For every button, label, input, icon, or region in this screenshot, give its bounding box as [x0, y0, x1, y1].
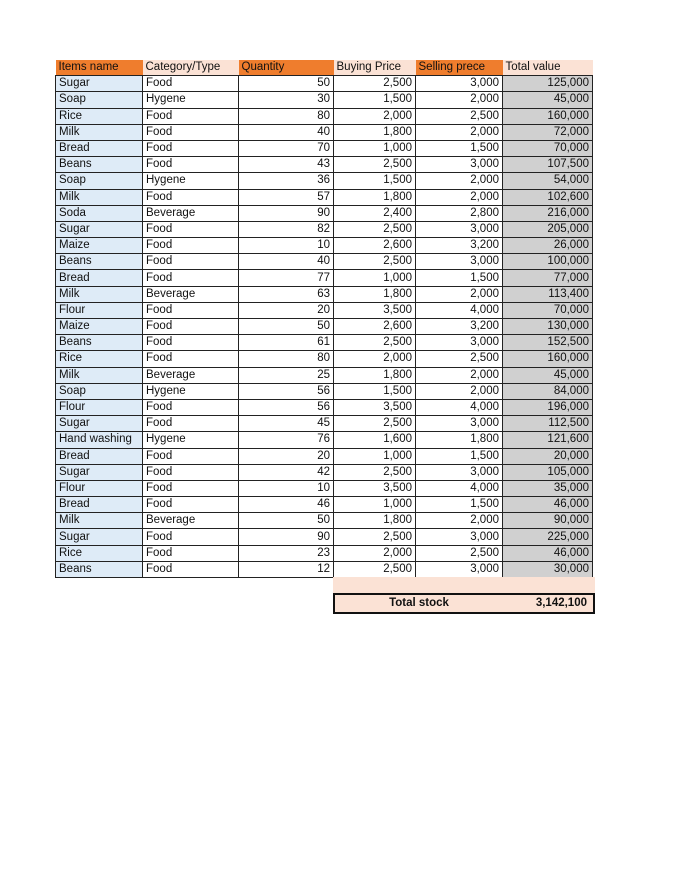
table-row: [56, 221, 593, 237]
cell-item-name[interactable]: Milk: [56, 367, 143, 383]
cell-item-name[interactable]: Sugar: [56, 416, 143, 432]
table-row: [56, 545, 593, 561]
cell-category[interactable]: Beverage: [143, 367, 239, 383]
cell-item-name[interactable]: Bread: [56, 140, 143, 156]
cell-quantity[interactable]: 25: [239, 367, 334, 383]
cell-quantity[interactable]: 90: [239, 205, 334, 221]
cell-quantity[interactable]: 40: [239, 124, 334, 140]
cell-category[interactable]: Food: [143, 480, 239, 496]
cell-buying-price[interactable]: 1,500: [334, 92, 416, 108]
table-row: [56, 205, 593, 221]
cell-category[interactable]: Hygene: [143, 383, 239, 399]
table-row: [56, 238, 593, 254]
cell-quantity[interactable]: 50: [239, 319, 334, 335]
cell-category[interactable]: Food: [143, 448, 239, 464]
cell-item-name[interactable]: Hand washing: [56, 432, 143, 448]
cell-buying-price[interactable]: 1,800: [334, 286, 416, 302]
table-row: [56, 416, 593, 432]
cell-quantity[interactable]: 82: [239, 221, 334, 237]
cell-category[interactable]: Food: [143, 319, 239, 335]
header-selling-price[interactable]: Selling prece: [416, 60, 503, 76]
cell-total-value[interactable]: 45,000: [503, 92, 593, 108]
cell-selling-price[interactable]: 2,500: [416, 108, 503, 124]
cell-total-value[interactable]: 113,400: [503, 286, 593, 302]
cell-category[interactable]: Food: [143, 416, 239, 432]
header-quantity[interactable]: Quantity: [239, 60, 334, 76]
cell-total-value[interactable]: 46,000: [503, 497, 593, 513]
cell-category[interactable]: Food: [143, 302, 239, 318]
cell-buying-price[interactable]: 2,500: [334, 529, 416, 545]
table-row: [56, 529, 593, 545]
cell-selling-price[interactable]: 1,800: [416, 432, 503, 448]
table-row: [56, 92, 593, 108]
cell-selling-price[interactable]: 3,200: [416, 238, 503, 254]
cell-category[interactable]: Beverage: [143, 513, 239, 529]
cell-total-value[interactable]: 77,000: [503, 270, 593, 286]
cell-selling-price[interactable]: 2,000: [416, 173, 503, 189]
cell-total-value[interactable]: 130,000: [503, 319, 593, 335]
cell-quantity[interactable]: 77: [239, 270, 334, 286]
cell-buying-price[interactable]: 2,500: [334, 76, 416, 92]
cell-selling-price[interactable]: 3,000: [416, 254, 503, 270]
cell-selling-price[interactable]: 2,000: [416, 92, 503, 108]
cell-buying-price[interactable]: 2,500: [334, 254, 416, 270]
table-row: [56, 497, 593, 513]
cell-total-value[interactable]: 205,000: [503, 221, 593, 237]
cell-quantity[interactable]: 20: [239, 302, 334, 318]
cell-item-name[interactable]: Beans: [56, 157, 143, 173]
cell-total-value[interactable]: 160,000: [503, 108, 593, 124]
cell-category[interactable]: Food: [143, 221, 239, 237]
cell-category[interactable]: Food: [143, 497, 239, 513]
cell-category[interactable]: Food: [143, 335, 239, 351]
cell-buying-price[interactable]: 1,800: [334, 124, 416, 140]
cell-category[interactable]: Food: [143, 270, 239, 286]
table-row: [56, 124, 593, 140]
cell-quantity[interactable]: 12: [239, 561, 334, 577]
cell-item-name[interactable]: Beans: [56, 254, 143, 270]
cell-selling-price[interactable]: 2,000: [416, 383, 503, 399]
table-row: [56, 351, 593, 367]
cell-buying-price[interactable]: 2,500: [334, 416, 416, 432]
cell-selling-price[interactable]: 3,200: [416, 319, 503, 335]
cell-selling-price[interactable]: 2,500: [416, 351, 503, 367]
cell-quantity[interactable]: 46: [239, 497, 334, 513]
cell-category[interactable]: Food: [143, 76, 239, 92]
cell-category[interactable]: Food: [143, 561, 239, 577]
cell-quantity[interactable]: 80: [239, 351, 334, 367]
cell-item-name[interactable]: Flour: [56, 399, 143, 415]
cell-buying-price[interactable]: 2,000: [334, 351, 416, 367]
table-row: [56, 319, 593, 335]
total-stock-row: [333, 593, 595, 614]
table-row: [56, 561, 593, 577]
cell-quantity[interactable]: 42: [239, 464, 334, 480]
table-row: [56, 173, 593, 189]
cell-selling-price[interactable]: 1,500: [416, 270, 503, 286]
cell-item-name[interactable]: Flour: [56, 480, 143, 496]
cell-category[interactable]: Food: [143, 140, 239, 156]
cell-buying-price[interactable]: 2,500: [334, 221, 416, 237]
cell-item-name[interactable]: Rice: [56, 351, 143, 367]
cell-buying-price[interactable]: 1,000: [334, 270, 416, 286]
cell-category[interactable]: Food: [143, 464, 239, 480]
table-row: [56, 270, 593, 286]
cell-category[interactable]: Food: [143, 124, 239, 140]
cell-category[interactable]: Hygene: [143, 92, 239, 108]
cell-selling-price[interactable]: 3,000: [416, 416, 503, 432]
table-row: [56, 302, 593, 318]
cell-item-name[interactable]: Sugar: [56, 464, 143, 480]
cell-item-name[interactable]: Flour: [56, 302, 143, 318]
cell-selling-price[interactable]: 4,000: [416, 302, 503, 318]
total-stock-box: [333, 577, 595, 614]
cell-selling-price[interactable]: 2,500: [416, 545, 503, 561]
cell-item-name[interactable]: Bread: [56, 270, 143, 286]
cell-quantity[interactable]: 40: [239, 254, 334, 270]
total-stock-value[interactable]: 3,142,100: [535, 597, 587, 609]
table-row: [56, 189, 593, 205]
total-stock-label[interactable]: Total stock: [389, 597, 449, 609]
cell-quantity[interactable]: 30: [239, 92, 334, 108]
cell-selling-price[interactable]: 2,000: [416, 513, 503, 529]
cell-item-name[interactable]: Milk: [56, 189, 143, 205]
cell-quantity[interactable]: 23: [239, 545, 334, 561]
cell-buying-price[interactable]: 1,000: [334, 448, 416, 464]
cell-total-value[interactable]: 152,500: [503, 335, 593, 351]
cell-item-name[interactable]: Beans: [56, 561, 143, 577]
cell-total-value[interactable]: 216,000: [503, 205, 593, 221]
table-row: [56, 448, 593, 464]
cell-total-value[interactable]: 105,000: [503, 464, 593, 480]
cell-category[interactable]: Food: [143, 351, 239, 367]
table-row: [56, 335, 593, 351]
cell-buying-price[interactable]: 2,000: [334, 545, 416, 561]
cell-item-name[interactable]: Rice: [56, 545, 143, 561]
cell-total-value[interactable]: 46,000: [503, 545, 593, 561]
cell-item-name[interactable]: Soap: [56, 173, 143, 189]
cell-quantity[interactable]: 50: [239, 76, 334, 92]
cell-selling-price[interactable]: 3,000: [416, 221, 503, 237]
cell-total-value[interactable]: 20,000: [503, 448, 593, 464]
table-row: [56, 383, 593, 399]
cell-total-value[interactable]: 160,000: [503, 351, 593, 367]
cell-selling-price[interactable]: 2,000: [416, 286, 503, 302]
cell-total-value[interactable]: 54,000: [503, 173, 593, 189]
total-spacer-cell[interactable]: [333, 577, 595, 593]
cell-selling-price[interactable]: 4,000: [416, 480, 503, 496]
cell-quantity[interactable]: 43: [239, 157, 334, 173]
cell-selling-price[interactable]: 2,000: [416, 189, 503, 205]
cell-selling-price[interactable]: 1,500: [416, 448, 503, 464]
cell-quantity[interactable]: 45: [239, 416, 334, 432]
table-row: [56, 108, 593, 124]
cell-quantity[interactable]: 90: [239, 529, 334, 545]
cell-selling-price[interactable]: 3,000: [416, 76, 503, 92]
cell-buying-price[interactable]: 1,000: [334, 497, 416, 513]
cell-total-value[interactable]: 72,000: [503, 124, 593, 140]
cell-buying-price[interactable]: 2,400: [334, 205, 416, 221]
cell-category[interactable]: Food: [143, 189, 239, 205]
cell-total-value[interactable]: 196,000: [503, 399, 593, 415]
cell-item-name[interactable]: Sugar: [56, 529, 143, 545]
cell-buying-price[interactable]: 2,600: [334, 319, 416, 335]
cell-quantity[interactable]: 63: [239, 286, 334, 302]
cell-selling-price[interactable]: 2,800: [416, 205, 503, 221]
cell-buying-price[interactable]: 2,600: [334, 238, 416, 254]
cell-buying-price[interactable]: 1,600: [334, 432, 416, 448]
cell-category[interactable]: Hygene: [143, 432, 239, 448]
cell-selling-price[interactable]: 3,000: [416, 529, 503, 545]
cell-selling-price[interactable]: 1,500: [416, 140, 503, 156]
cell-category[interactable]: Beverage: [143, 205, 239, 221]
table-row: [56, 76, 593, 92]
cell-quantity[interactable]: 76: [239, 432, 334, 448]
cell-quantity[interactable]: 56: [239, 383, 334, 399]
cell-item-name[interactable]: Soap: [56, 92, 143, 108]
cell-category[interactable]: Food: [143, 399, 239, 415]
cell-selling-price[interactable]: 2,000: [416, 124, 503, 140]
table-row: [56, 399, 593, 415]
cell-category[interactable]: Food: [143, 157, 239, 173]
cell-buying-price[interactable]: 3,500: [334, 480, 416, 496]
cell-buying-price[interactable]: 1,500: [334, 173, 416, 189]
cell-quantity[interactable]: 80: [239, 108, 334, 124]
cell-buying-price[interactable]: 1,500: [334, 383, 416, 399]
table-row: [56, 464, 593, 480]
table-row: [56, 254, 593, 270]
cell-buying-price[interactable]: 3,500: [334, 399, 416, 415]
cell-item-name[interactable]: Bread: [56, 448, 143, 464]
cell-quantity[interactable]: 50: [239, 513, 334, 529]
cell-total-value[interactable]: 90,000: [503, 513, 593, 529]
cell-category[interactable]: Food: [143, 238, 239, 254]
cell-total-value[interactable]: 70,000: [503, 140, 593, 156]
cell-total-value[interactable]: 107,500: [503, 157, 593, 173]
cell-category[interactable]: Beverage: [143, 286, 239, 302]
cell-total-value[interactable]: 26,000: [503, 238, 593, 254]
cell-total-value[interactable]: 102,600: [503, 189, 593, 205]
cell-total-value[interactable]: 84,000: [503, 383, 593, 399]
table-row: [56, 157, 593, 173]
cell-total-value[interactable]: 225,000: [503, 529, 593, 545]
cell-item-name[interactable]: Sugar: [56, 221, 143, 237]
cell-item-name[interactable]: Milk: [56, 513, 143, 529]
cell-total-value[interactable]: 125,000: [503, 76, 593, 92]
cell-selling-price[interactable]: 2,000: [416, 367, 503, 383]
cell-total-value[interactable]: 30,000: [503, 561, 593, 577]
cell-total-value[interactable]: 70,000: [503, 302, 593, 318]
cell-buying-price[interactable]: 2,500: [334, 561, 416, 577]
header-category[interactable]: Category/Type: [143, 60, 239, 76]
table-row: [56, 286, 593, 302]
stock-table: [55, 60, 593, 578]
table-row: [56, 432, 593, 448]
cell-buying-price[interactable]: 2,500: [334, 464, 416, 480]
table-row: [56, 367, 593, 383]
table-body: [56, 76, 593, 578]
cell-total-value[interactable]: 45,000: [503, 367, 593, 383]
cell-total-value[interactable]: 112,500: [503, 416, 593, 432]
cell-selling-price[interactable]: 3,000: [416, 335, 503, 351]
cell-total-value[interactable]: 35,000: [503, 480, 593, 496]
cell-item-name[interactable]: Soap: [56, 383, 143, 399]
cell-buying-price[interactable]: 1,800: [334, 513, 416, 529]
cell-buying-price[interactable]: 2,500: [334, 335, 416, 351]
cell-selling-price[interactable]: 3,000: [416, 561, 503, 577]
cell-category[interactable]: Food: [143, 545, 239, 561]
cell-selling-price[interactable]: 4,000: [416, 399, 503, 415]
cell-category[interactable]: Food: [143, 108, 239, 124]
cell-category[interactable]: Food: [143, 529, 239, 545]
cell-item-name[interactable]: Sugar: [56, 76, 143, 92]
table-row: [56, 513, 593, 529]
header-items-name[interactable]: Items name: [56, 60, 143, 76]
cell-selling-price[interactable]: 3,000: [416, 464, 503, 480]
header-row: [56, 60, 593, 76]
cell-item-name[interactable]: Rice: [56, 108, 143, 124]
cell-item-name[interactable]: Maize: [56, 238, 143, 254]
cell-quantity[interactable]: 36: [239, 173, 334, 189]
header-total-value[interactable]: Total value: [503, 60, 593, 76]
cell-item-name[interactable]: Milk: [56, 286, 143, 302]
stock-sheet: [55, 60, 593, 578]
cell-quantity[interactable]: 10: [239, 238, 334, 254]
cell-item-name[interactable]: Maize: [56, 319, 143, 335]
cell-buying-price[interactable]: 2,000: [334, 108, 416, 124]
cell-total-value[interactable]: 121,600: [503, 432, 593, 448]
cell-buying-price[interactable]: 1,000: [334, 140, 416, 156]
table-row: [56, 480, 593, 496]
cell-quantity[interactable]: 61: [239, 335, 334, 351]
cell-category[interactable]: Food: [143, 254, 239, 270]
cell-buying-price[interactable]: 1,800: [334, 367, 416, 383]
cell-selling-price[interactable]: 3,000: [416, 157, 503, 173]
cell-quantity[interactable]: 57: [239, 189, 334, 205]
cell-item-name[interactable]: Milk: [56, 124, 143, 140]
cell-buying-price[interactable]: 2,500: [334, 157, 416, 173]
cell-quantity[interactable]: 70: [239, 140, 334, 156]
cell-buying-price[interactable]: 1,800: [334, 189, 416, 205]
table-row: [56, 140, 593, 156]
cell-item-name[interactable]: Beans: [56, 335, 143, 351]
cell-total-value[interactable]: 100,000: [503, 254, 593, 270]
cell-quantity[interactable]: 20: [239, 448, 334, 464]
cell-selling-price[interactable]: 1,500: [416, 497, 503, 513]
cell-item-name[interactable]: Soda: [56, 205, 143, 221]
cell-buying-price[interactable]: 3,500: [334, 302, 416, 318]
cell-quantity[interactable]: 10: [239, 480, 334, 496]
cell-quantity[interactable]: 56: [239, 399, 334, 415]
cell-category[interactable]: Hygene: [143, 173, 239, 189]
cell-item-name[interactable]: Bread: [56, 497, 143, 513]
header-buying-price[interactable]: Buying Price: [334, 60, 416, 76]
